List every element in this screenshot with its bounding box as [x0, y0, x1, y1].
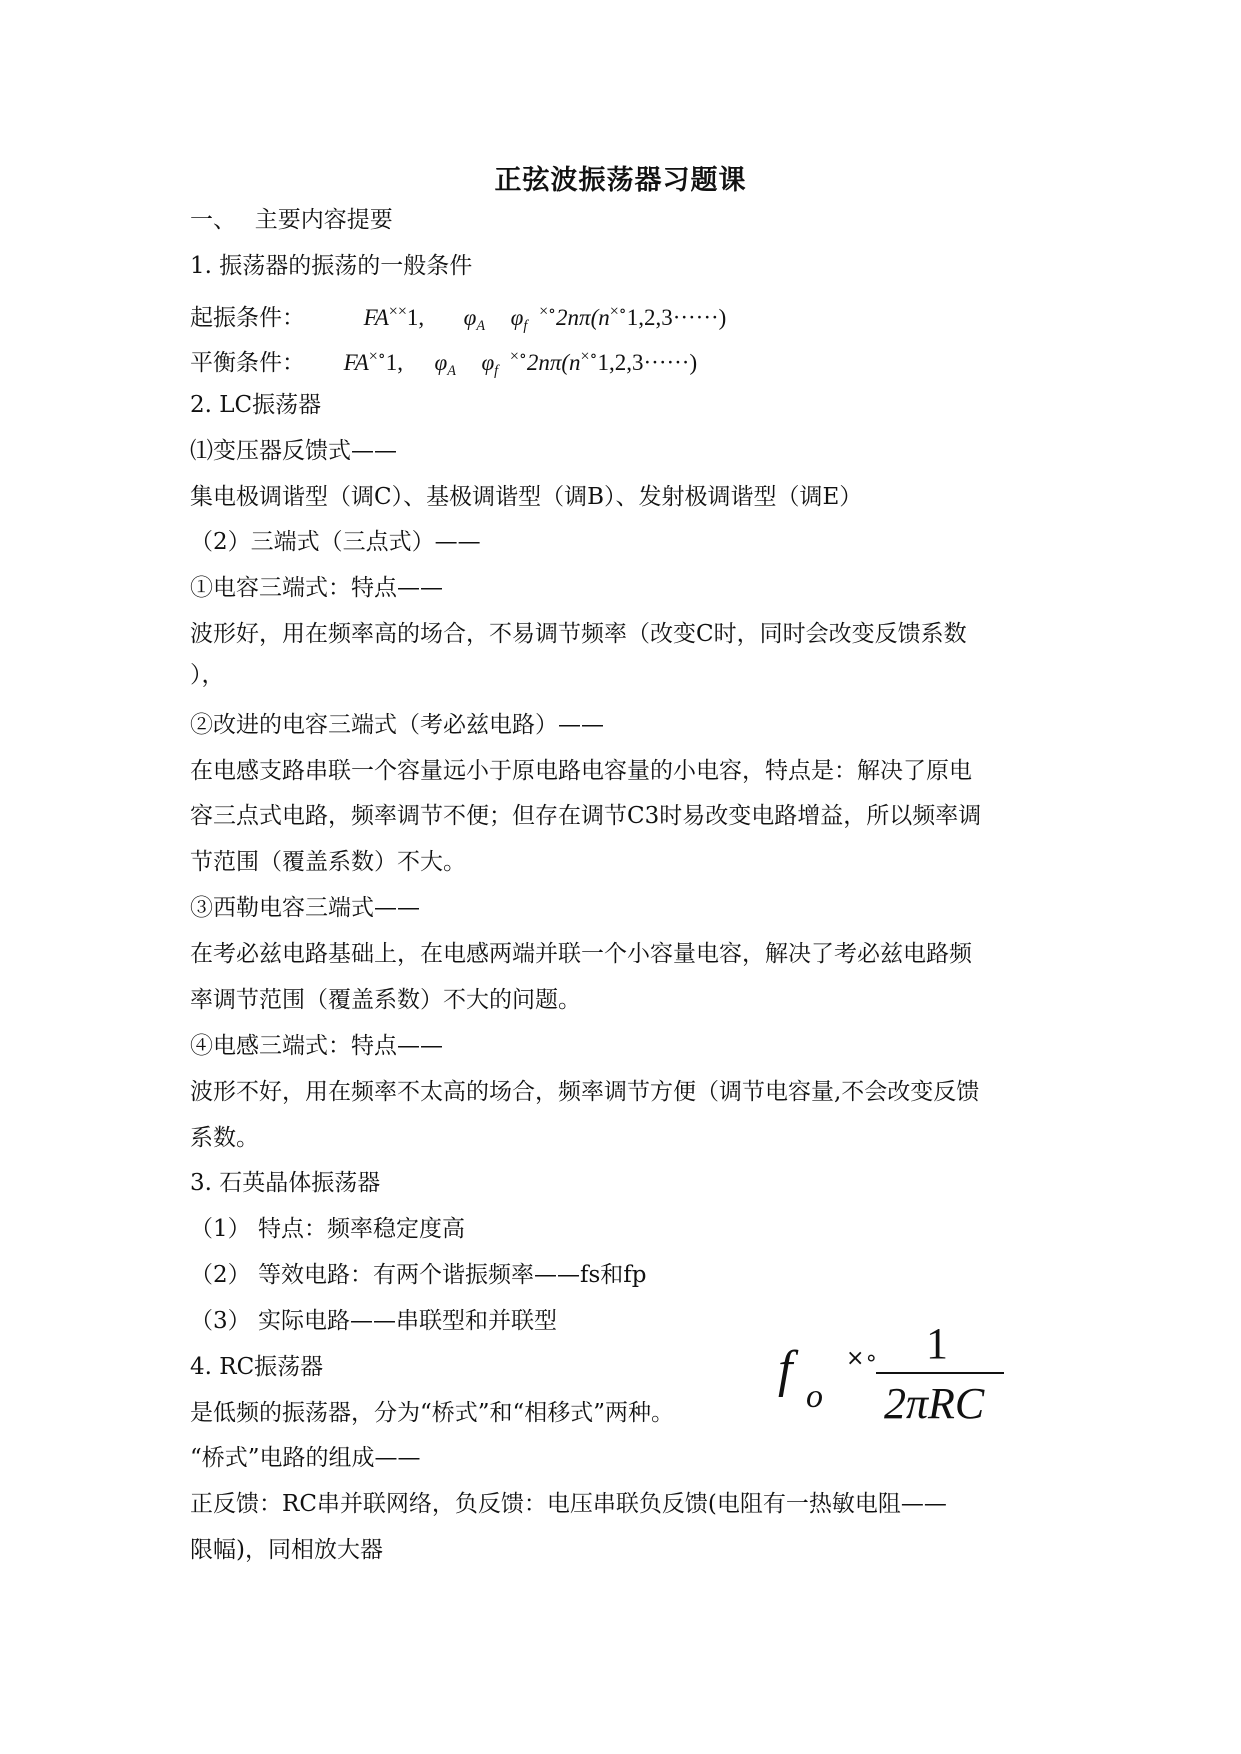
- text-line: （1） 特点：频率稳定度高: [190, 1216, 465, 1242]
- text-line: 系数。: [190, 1125, 259, 1151]
- rc-heading: 4. RC振荡器: [190, 1354, 324, 1380]
- text-line: （2）三端式（三点式）——: [190, 529, 481, 555]
- balance-condition-equation: FA×∘1, $\varphi_A$ $\varphi_f$ ×∘2nπ(n×∘1,2,3······): [343, 348, 698, 379]
- text-line: 正反馈：RC串并联网络，负反馈：电压串联负反馈(电阻有一热敏电阻——: [190, 1491, 947, 1517]
- text-line: 容三点式电路，频率调节不便；但存在调节C3时易改变电路增益，所以频率调: [190, 803, 982, 829]
- start-condition-equation: FA××1, $\varphi_A$ $\varphi_f$ ×∘2nπ(n×∘1,2,3······): [363, 303, 727, 334]
- text-line: 限幅)，同相放大器: [190, 1537, 383, 1563]
- text-line: 在电感支路串联一个容量远小于原电路电容量的小电容，特点是：解决了原电: [190, 758, 972, 784]
- text-line: 率调节范围（覆盖系数）不大的问题。: [190, 987, 581, 1013]
- text-line: ②改进的电容三端式（考必兹电路）——: [190, 712, 604, 738]
- crystal-heading: 3. 石英晶体振荡器: [190, 1170, 381, 1196]
- text-line: （2） 等效电路：有两个谐振频率——fs和fp: [190, 1262, 647, 1288]
- start-condition-label: 起振条件：: [190, 304, 305, 331]
- text-line: ③西勒电容三端式——: [190, 895, 420, 921]
- text-line: “桥式”电路的组成——: [190, 1445, 421, 1471]
- formula-equals-mark: ×∘: [846, 1346, 879, 1371]
- formula-denominator: 2πRC: [884, 1379, 985, 1428]
- balance-condition-line: [190, 342, 697, 386]
- text-line: ⑴变压器反馈式——: [190, 438, 397, 464]
- section-heading-1: 一、 主要内容提要: [190, 207, 393, 233]
- rc-frequency-formula: [776, 1318, 1021, 1433]
- text-line: ①电容三端式：特点——: [190, 575, 443, 601]
- document-title: 正弦波振荡器习题课: [494, 165, 747, 196]
- fraction-bar: [876, 1372, 1004, 1374]
- item-heading: 1. 振荡器的振荡的一般条件: [190, 253, 473, 279]
- text-line: 集电极调谐型（调C）、基极调谐型（调B）、发射极调谐型（调E）: [190, 484, 863, 510]
- text-line: 波形好，用在频率高的场合，不易调节频率（改变C时，同时会改变反馈系数: [190, 621, 967, 647]
- start-condition-line: [190, 297, 726, 341]
- text-line: 波形不好，用在频率不太高的场合，频率调节方便（调节电容量,不会改变反馈: [190, 1079, 980, 1105]
- text-line: 节范围（覆盖系数）不大。: [190, 849, 466, 875]
- formula-numerator: 1: [926, 1319, 948, 1368]
- text-line: 是低频的振荡器，分为“桥式”和“相移式”两种。: [190, 1400, 675, 1426]
- text-line: （3） 实际电路——串联型和并联型: [190, 1308, 557, 1334]
- lc-heading: 2. LC振荡器: [190, 392, 322, 418]
- formula-subscript: o: [806, 1378, 823, 1415]
- text-line: 在考必兹电路基础上，在电感两端并联一个小容量电容，解决了考必兹电路频: [190, 941, 972, 967]
- balance-condition-label: 平衡条件：: [190, 349, 305, 376]
- text-line: ），: [190, 662, 225, 688]
- formula-f: f: [778, 1341, 793, 1398]
- text-line: ④电感三端式：特点——: [190, 1033, 443, 1059]
